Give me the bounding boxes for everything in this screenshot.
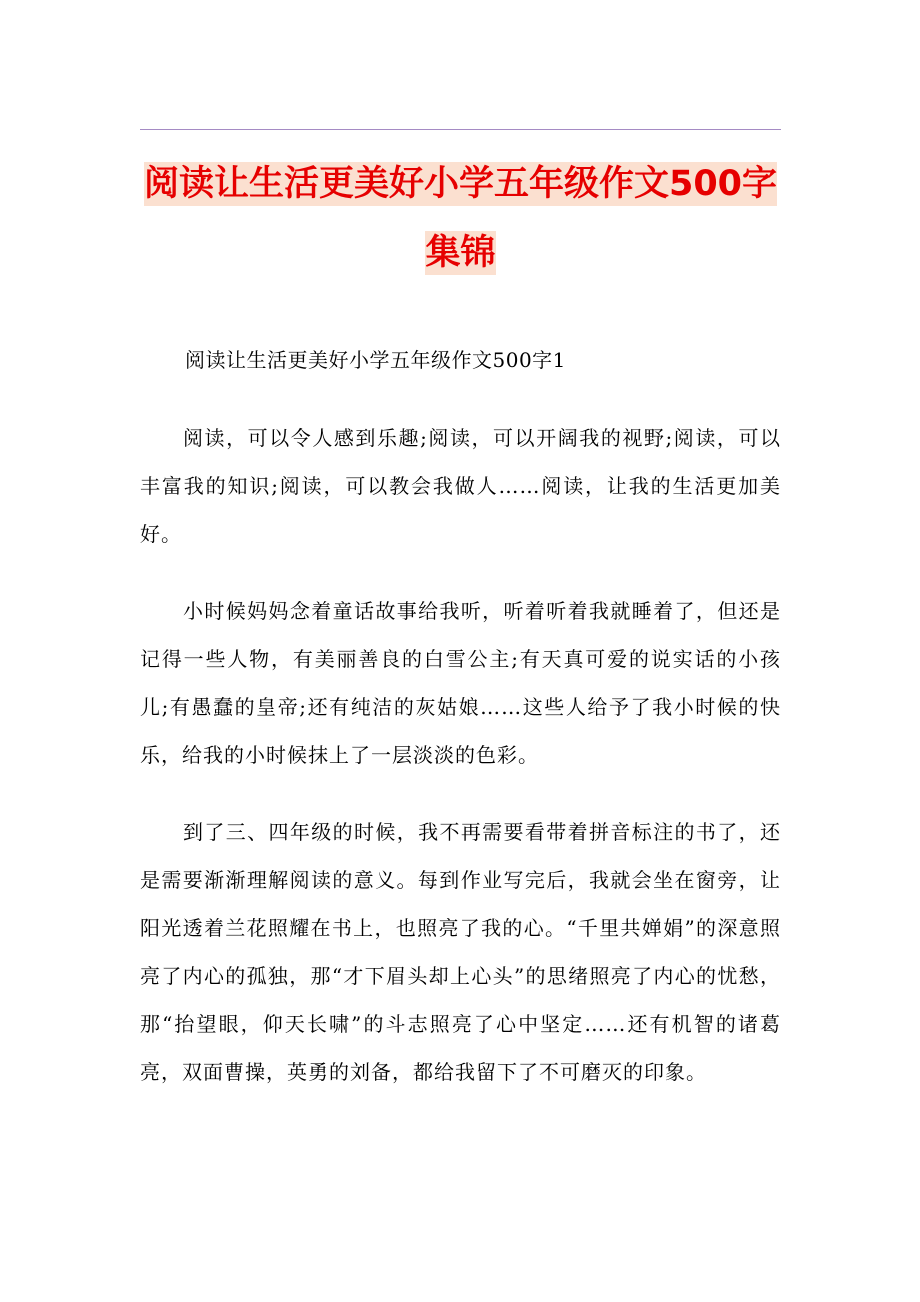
paragraph-1: 阅读，可以令人感到乐趣;阅读，可以开阔我的视野;阅读，可以丰富我的知识;阅读，可以教会我做人……阅读，让我的生活更加美好。 — [140, 426, 781, 546]
document-title-text: 阅读让生活更美好小学五年级作文500字集锦 — [143, 164, 778, 273]
document-title — [140, 150, 781, 288]
paragraph-2: 小时候妈妈念着童话故事给我听，听着听着我就睡着了，但还是记得一些人物，有美丽善良的白雪公主;有天真可爱的说实话的小孩儿;有愚蠢的皇帝;还有纯洁的灰姑娘……这些人给予了我小时候的快乐，给我的小时候抹上了一层淡淡的色彩。 — [140, 599, 781, 767]
document-body — [140, 336, 781, 1125]
paragraph-3: 到了三、四年级的时候，我不再需要看带着拼音标注的书了，还是需要渐渐理解阅读的意义。每到作业写完后，我就会坐在窗旁，让阳光透着兰花照耀在书上，也照亮了我的心。“千里共婵娟”的深意照亮了内心的孤独，那“才下眉头却上心头”的思绪照亮了内心的忧愁，那“抬望眼，仰天长啸”的斗志照亮了心中坚定……还有机智的诸葛亮，双面曹操，英勇的刘备，都给我留下了不可磨灭的印象。 — [140, 820, 781, 1084]
section-heading: 阅读让生活更美好小学五年级作文500字1 — [185, 348, 566, 372]
header-rule — [140, 129, 781, 130]
